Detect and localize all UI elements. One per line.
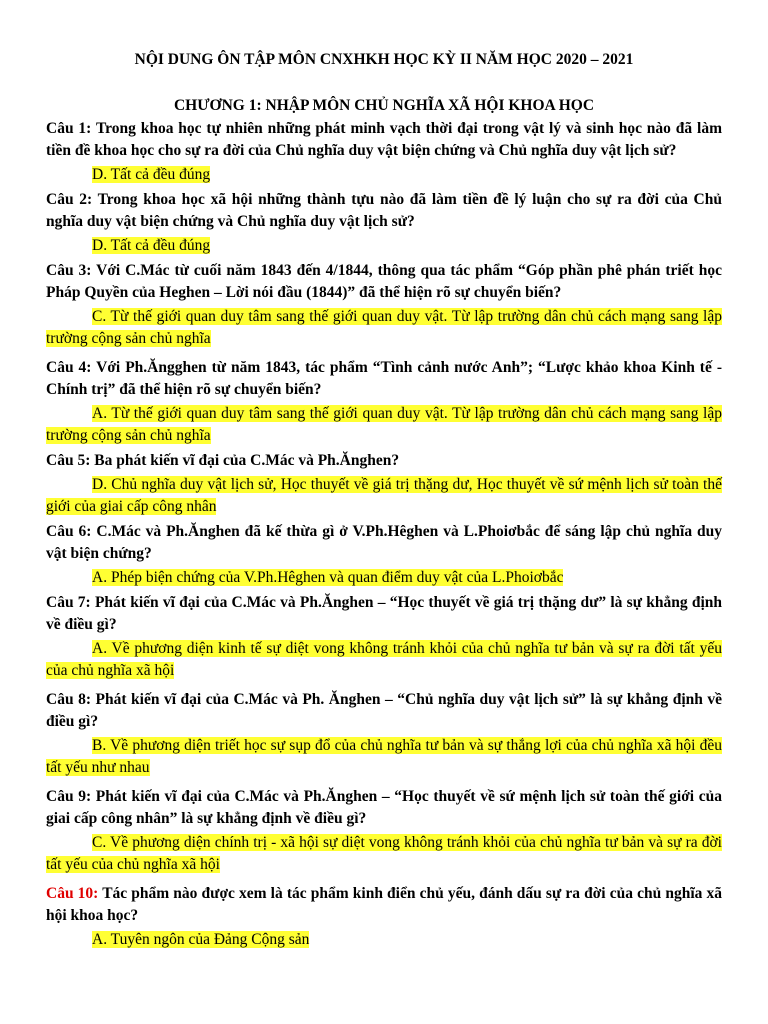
question-text: Trong khoa học xã hội những thành tựu nào đã làm tiền đề lý luận cho sự ra đời của Chủ nghĩa duy vật biện chứng và Chủ nghĩa duy vật lịch sử?: [46, 191, 722, 230]
question-label: Câu 8:: [46, 691, 91, 708]
question-label: Câu 9:: [46, 788, 92, 805]
question-3: [46, 260, 722, 304]
answer-text: D. Tất cả đều đúng: [92, 166, 211, 183]
question-text: Với Ph.Ăngghen từ năm 1843, tác phẩm “Tình cảnh nước Anh”; “Lược khảo khoa Kinh tế - Chính trị” đã thể hiện rõ sự chuyển biến?: [46, 359, 722, 398]
question-label: Câu 5:: [46, 452, 91, 469]
answer-6: [46, 567, 722, 589]
answer-text: D. Tất cả đều đúng: [92, 237, 211, 254]
question-10: [46, 883, 722, 927]
question-label-red: Câu 10:: [46, 885, 99, 902]
question-text: Trong khoa học tự nhiên những phát minh vạch thời đại trong vật lý và sinh học nào đã làm tiền đề khoa học cho sự ra đời của Chủ nghĩa duy vật biện chứng và Chủ nghĩa duy vật lịch sử?: [46, 120, 722, 159]
answer-text: A. Tuyên ngôn của Đảng Cộng sản: [92, 931, 310, 948]
question-text: Tác phẩm nào được xem là tác phẩm kinh điển chủ yếu, đánh dấu sự ra đời của chủ nghĩa xã hội khoa học?: [46, 885, 722, 924]
question-8: [46, 689, 722, 733]
question-9: [46, 786, 722, 830]
chapter-heading: CHƯƠNG 1: NHẬP MÔN CHỦ NGHĨA XÃ HỘI KHOA HỌC: [173, 97, 595, 114]
question-label: Câu 4:: [46, 359, 92, 376]
question-list: [46, 118, 722, 951]
answer-text: D. Chủ nghĩa duy vật lịch sử, Học thuyết về giá trị thặng dư, Học thuyết về sứ mệnh lịch sử toàn thế giới của giai cấp công nhân: [46, 476, 722, 515]
answer-4: [46, 403, 722, 447]
question-text: Ba phát kiến vĩ đại của C.Mác và Ph.Ănghen?: [94, 452, 400, 469]
question-text: Phát kiến vĩ đại của C.Mác và Ph.Ănghen – “Học thuyết về giá trị thặng dư” là sự khẳng định về điều gì?: [46, 594, 723, 633]
question-label: Câu 6:: [46, 523, 92, 540]
question-2: [46, 189, 722, 233]
answer-text: A. Về phương diện kinh tế sự diệt vong không tránh khỏi của chủ nghĩa tư bản và sự ra đời tất yếu của chủ nghĩa xã hội: [46, 640, 722, 679]
answer-7: [46, 638, 722, 682]
answer-5: [46, 474, 722, 518]
answer-text: C. Về phương diện chính trị - xã hội sự diệt vong không tránh khỏi của chủ nghĩa tư bản và sự ra đời tất yếu của chủ nghĩa xã hội: [46, 834, 722, 873]
question-7: [46, 592, 722, 636]
question-label: Câu 1:: [46, 120, 92, 137]
question-5: [46, 450, 722, 472]
question-label: Câu 3:: [46, 262, 92, 279]
answer-1: [46, 164, 722, 186]
question-label: Câu 7:: [46, 594, 91, 611]
answer-text: C. Từ thế giới quan duy tâm sang thế giới quan duy vật. Từ lập trường dân chủ cách mạng sang lập trường cộng sản chủ nghĩa: [46, 308, 722, 347]
question-6: [46, 521, 722, 565]
question-text: Phát kiến vĩ đại của C.Mác và Ph. Ănghen – “Chủ nghĩa duy vật lịch sử” là sự khẳng định về điều gì?: [46, 691, 723, 730]
question-4: [46, 357, 722, 401]
answer-9: [46, 832, 722, 876]
question-label: Câu 2:: [46, 191, 93, 208]
answer-8: [46, 735, 722, 779]
answer-10: [46, 929, 722, 951]
question-1: [46, 118, 722, 162]
answer-text: B. Về phương diện triết học sự sụp đổ của chủ nghĩa tư bản và sự thắng lợi của chủ nghĩa xã hội đều tất yếu như nhau: [46, 737, 722, 776]
answer-text: A. Phép biện chứng của V.Ph.Hêghen và quan điểm duy vật của L.Phoiơbắc: [92, 569, 564, 586]
question-text: C.Mác và Ph.Ănghen đã kế thừa gì ở V.Ph.Hêghen và L.Phoiơbắc để sáng lập chủ nghĩa duy vật biện chứng?: [46, 523, 723, 562]
document-title: NỘI DUNG ÔN TẬP MÔN CNXHKH HỌC KỲ II NĂM HỌC 2020 – 2021: [134, 51, 634, 68]
answer-3: [46, 306, 722, 350]
question-text: Phát kiến vĩ đại của C.Mác và Ph.Ănghen – “Học thuyết về sứ mệnh lịch sử toàn thế giới của giai cấp công nhân” là sự khẳng định về điều gì?: [46, 788, 722, 827]
question-text: Với C.Mác từ cuối năm 1843 đến 4/1844, thông qua tác phẩm “Góp phần phê phán triết học Pháp Quyền của Heghen – Lời nói đầu (1844)” đã thể hiện rõ sự chuyển biến?: [46, 262, 722, 301]
answer-2: [46, 235, 722, 257]
answer-text: A. Từ thế giới quan duy tâm sang thế giới quan duy vật. Từ lập trường dân chủ cách mạng sang lập trường cộng sản chủ nghĩa: [46, 405, 722, 444]
